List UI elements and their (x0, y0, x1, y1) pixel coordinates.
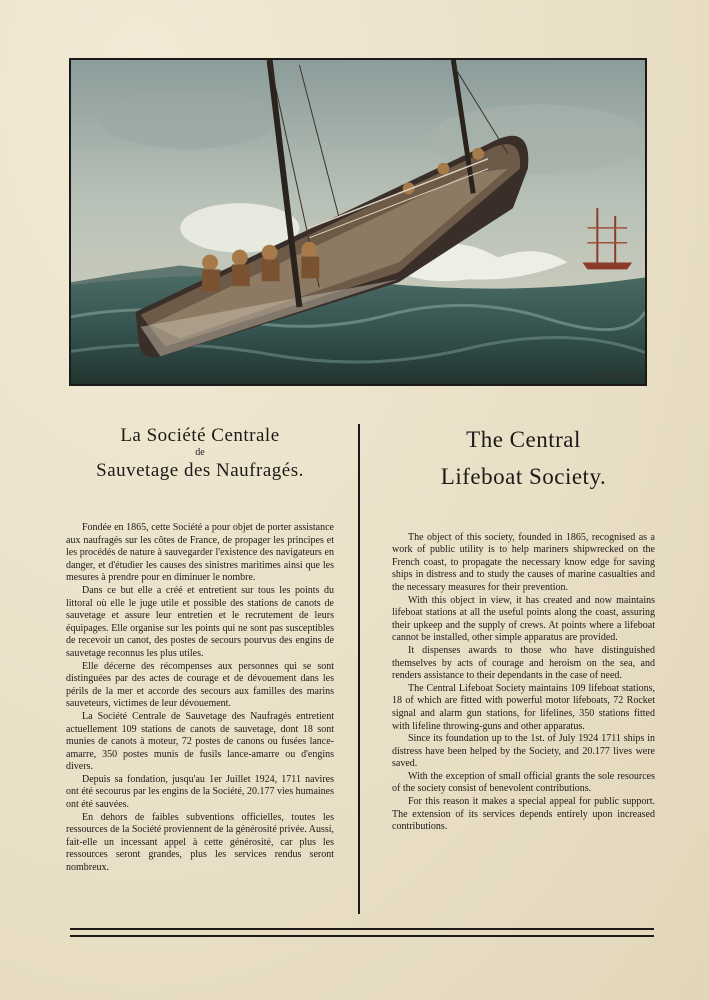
bottom-rule-lower (70, 935, 654, 937)
english-paragraph: For this reason it makes a special appeal for public support. The extension of its services depends entirely upon increased contributions. (392, 796, 655, 833)
english-paragraph: The object of this society, founded in 1865, recognised as a work of public utility is to help mariners shipwrecked on the French coast, to propagate the necessary know edge for saving ships in distress and to study the causes of marine casualties and the necessary measures for their prevention. (392, 531, 655, 593)
lifeboat-scene-image (71, 60, 645, 384)
french-body (66, 522, 334, 875)
french-title-line1: La Société Centrale (120, 425, 280, 446)
lifeboat-illustration (69, 58, 647, 386)
english-title (392, 422, 655, 496)
french-paragraph: Depuis sa fondation, jusqu'au 1er Juillet 1924, 1711 navires ont été secourus par les engins de la Société, 20.177 vies humaines ont été sauvées. (66, 773, 334, 811)
bottom-rule-upper (70, 928, 654, 930)
french-paragraph: En dehors de faibles subventions officielles, toutes les ressources de la Société proviennent de la générosité privée. Aussi, fait-elle un incessant appel à cette générosité, car plus les ressources seront grandes, plus les services rendus seront nombreux. (66, 811, 334, 874)
artist-signature: Jean Droit (598, 370, 637, 380)
english-paragraph: With this object in view, it has created and now maintains lifeboat stations at all the useful points along the coast, assuring their upkeep and the supply of crews. At points where a lifeboat cannot be installed, other simple apparatus are provided. (392, 594, 655, 644)
column-divider (358, 424, 360, 914)
english-paragraph: With the exception of small official grants the sole resources of the society consist of benevolent contributions. (392, 770, 655, 795)
english-title-line2: Lifeboat Society. (440, 463, 607, 489)
english-column (392, 418, 655, 834)
english-body (392, 532, 655, 834)
french-paragraph: La Société Centrale de Sauvetage des Naufragés entretient actuellement 109 stations de canots de sauvetage, dont 18 sont munies de canots à moteur, 72 postes de canons ou fusées lance-amarre, 350 postes munis de fusils lance-amarre ou d'engins divers. (66, 710, 334, 773)
french-column (66, 418, 334, 875)
english-title-line1: The Central (466, 427, 581, 452)
english-paragraph: It dispenses awards to those who have distinguished themselves by acts of courage and heroism on the sea, and renders assistance to their dependants in the case of need. (392, 644, 655, 682)
french-title (66, 426, 334, 480)
english-paragraph: The Central Lifeboat Society maintains 109 lifeboat stations, 18 of which are fitted with powerful motor lifeboats, 72 Rocket signal and alarm gun stations, for lifelines, 350 stations fitted with lifeline throwing-guns and other apparatus. (392, 682, 655, 732)
english-paragraph: Since its foundation up to the 1st. of July 1924 1711 ships in distress have been helped by the Society, and 20.177 lives were saved. (392, 733, 655, 770)
french-paragraph: Fondée en 1865, cette Société a pour objet de porter assistance aux naufragés sur les côtes de France, de propager les principes et les procédés de nature à sauvegarder l'existence des navigateurs en danger, et d'étudier les causes des sinistres maritimes ainsi que les mesures à prendre pour en diminuer le nombre. (66, 522, 334, 584)
french-paragraph: Dans ce but elle a créé et entretient sur tous les points du littoral où elle le juge utile et possible des stations de canots de sauvetage et assure leur entretien et le recrutement de leurs équipages. Elle organise sur les points qui ne sont pas susceptibles de recevoir un canot, des postes de secours pourvus des engins de sauvetage reconnus les plus utiles. (66, 584, 334, 659)
french-title-line3: Sauvetage des Naufragés. (96, 460, 304, 481)
french-title-line2: de (195, 447, 205, 458)
french-paragraph: Elle décerne des récompenses aux personnes qui se sont distinguées par des actes de courage et de dévouement dans les périls de la mer et accorde des secours aux familles des marins sauveteurs, victimes de leur dévouement. (66, 660, 334, 710)
